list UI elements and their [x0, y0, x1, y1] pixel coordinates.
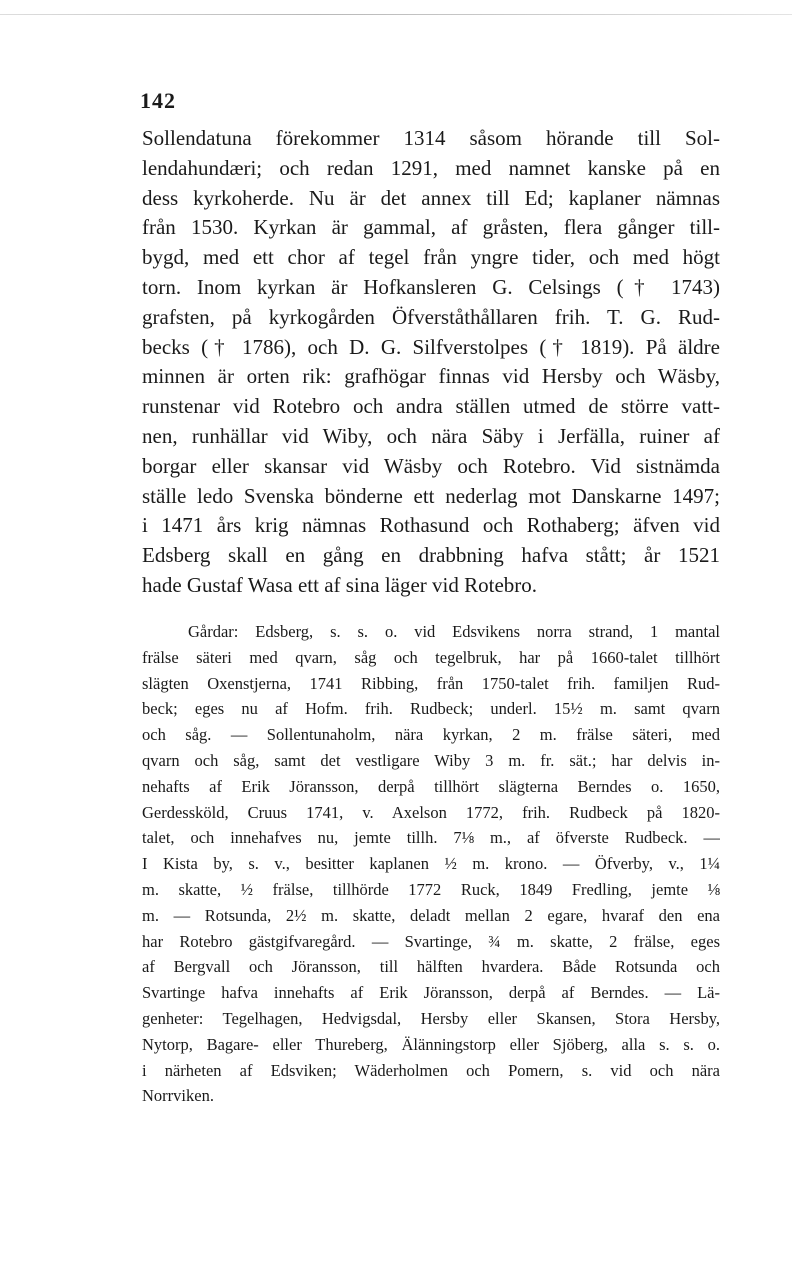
- footnote-line: af Bergvall och Jöransson, till hälften hvardera. Både Rotsunda och: [142, 957, 720, 977]
- page-edge-line: [0, 14, 792, 15]
- footnote-paragraph: [142, 619, 720, 1109]
- body-line: Sollendatuna förekommer 1314 såsom hörande till Sol-: [142, 126, 720, 150]
- footnote-line: qvarn och såg, samt det vestligare Wiby 3 m. fr. sät.; har delvis in-: [142, 750, 720, 770]
- body-line: lendahundæri; och redan 1291, med namnet kanske på en: [142, 155, 720, 180]
- body-line: i 1471 års krig nämnas Rothasund och Rothaberg; äfven vid: [142, 513, 720, 538]
- main-paragraph: [142, 124, 720, 601]
- footnote-line: Norrviken.: [142, 1086, 214, 1106]
- footnote-line: Gårdar: Edsberg, s. s. o. vid Edsvikens norra strand, 1 mantal: [188, 622, 720, 641]
- page-number: 142: [140, 88, 176, 113]
- body-line: grafsten, på kyrkogården Öfverståthållaren frih. T. G. Rud-: [142, 304, 720, 329]
- footnote-line: m. skatte, ½ frälse, tillhörde 1772 Ruck, 1849 Fredling, jemte ⅛: [142, 879, 720, 899]
- body-line: ställe ledo Svenska bönderne ett nederlag mot Danskarne 1497;: [142, 483, 720, 508]
- body-line: minnen är orten rik: grafhögar finnas vid Hersby och Wäsby,: [142, 364, 720, 389]
- footnote-line: Gerdessköld, Cruus 1741, v. Axelson 1772, frih. Rudbeck på 1820-: [142, 802, 720, 822]
- body-line: borgar eller skansar vid Wäsby och Rotebro. Vid sistnämda: [142, 453, 720, 478]
- footnote-line: m. — Rotsunda, 2½ m. skatte, deladt mellan 2 egare, hvaraf den ena: [142, 905, 720, 925]
- body-line: bygd, med ett chor af tegel från yngre tider, och med högt: [142, 245, 720, 270]
- body-line: nen, runhällar vid Wiby, och nära Säby i Jerfälla, ruiner af: [142, 423, 720, 448]
- footnote-line: slägten Oxenstjerna, 1741 Ribbing, från 1750-talet frih. familjen Rud-: [142, 673, 720, 693]
- footnote-line: beck; eges nu af Hofm. frih. Rudbeck; underl. 15½ m. samt qvarn: [142, 699, 720, 719]
- footnote-line: har Rotebro gästgifvaregård. — Svartinge, ¾ m. skatte, 2 frälse, eges: [142, 931, 720, 951]
- footnote-line: Nytorp, Bagare- eller Thureberg, Älänningstorp eller Sjöberg, alla s. s. o.: [142, 1034, 720, 1054]
- footnote-line: och såg. — Sollentunaholm, nära kyrkan, 2 m. frälse säteri, med: [142, 725, 720, 745]
- body-line: från 1530. Kyrkan är gammal, af gråsten, flera gånger till-: [142, 215, 720, 240]
- footnote-line: I Kista by, s. v., besitter kaplanen ½ m. krono. — Öfverby, v., 1¼: [142, 854, 720, 874]
- footnote-line: genheter: Tegelhagen, Hedvigsdal, Hersby eller Skansen, Stora Hersby,: [142, 1008, 720, 1028]
- body-line: dess kyrkoherde. Nu är det annex till Ed; kaplaner nämnas: [142, 185, 720, 210]
- body-line: torn. Inom kyrkan är Hofkansleren G. Celsings († 1743): [142, 274, 720, 299]
- body-line: becks († 1786), och D. G. Silfverstolpes († 1819). På äldre: [142, 334, 720, 359]
- body-line: runstenar vid Rotebro och andra ställen utmed de större vatt-: [142, 394, 720, 419]
- body-line: hade Gustaf Wasa ett af sina läger vid Rotebro.: [142, 572, 538, 597]
- footnote-line: nehafts af Erik Jöransson, derpå tillhört slägterna Berndes o. 1650,: [142, 776, 720, 796]
- footnote-line: talet, och innehafves nu, jemte tillh. 7⅛ m., af öfverste Rudbeck. —: [142, 828, 720, 848]
- footnote-line: i närheten af Edsviken; Wäderholmen och Pomern, s. vid och nära: [142, 1060, 720, 1080]
- footnote-line: frälse säteri med qvarn, såg och tegelbruk, har på 1660-talet tillhört: [142, 647, 720, 667]
- body-line: Edsberg skall en gång en drabbning hafva stått; år 1521: [142, 543, 720, 568]
- footnote-line: Svartinge hafva innehafts af Erik Jöransson, derpå af Berndes. — Lä-: [142, 983, 720, 1003]
